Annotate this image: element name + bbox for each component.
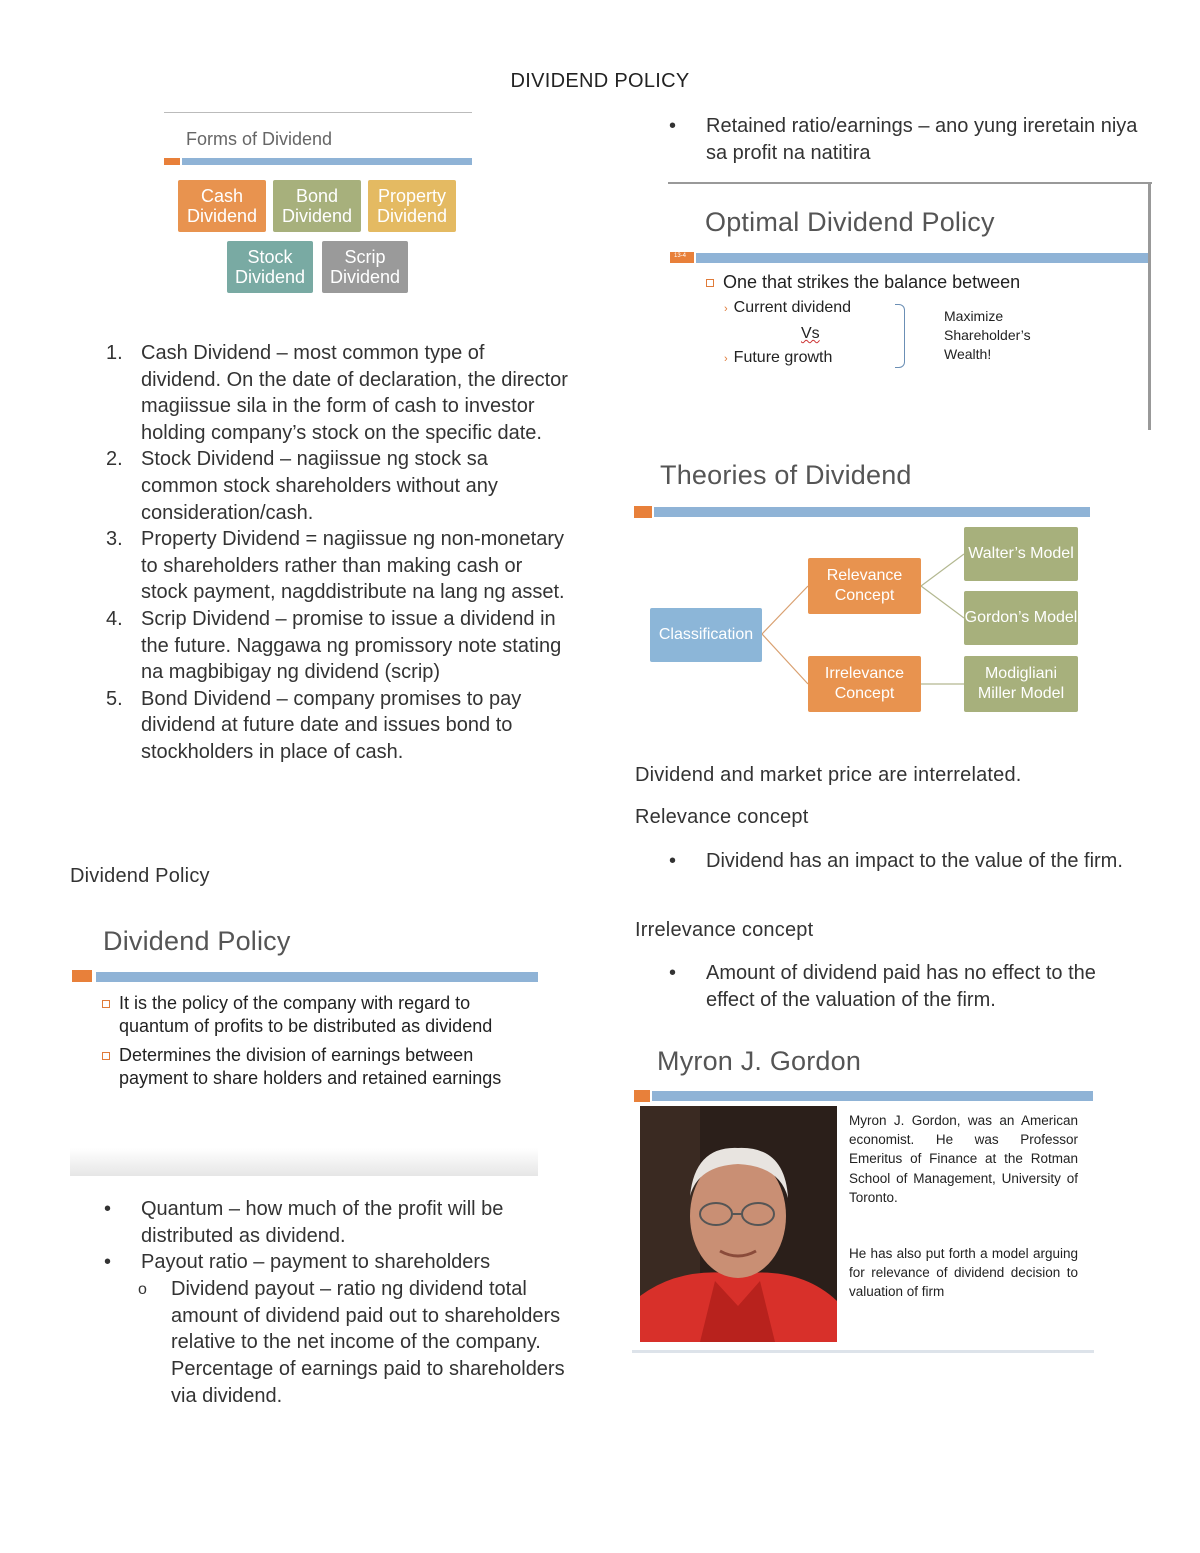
slide-bottom-shade [70,1148,538,1176]
slide-title: Theories of Dividend [660,460,912,490]
list-item: • Quantum – how much of the profit will be distributed as dividend. [100,1196,570,1249]
optimal-dividend-policy-slide [668,182,1152,430]
gordon-bio-1: Myron J. Gordon, was an American economist. He was Professor Emeritus of Finance at the Rotman School of Management, University of Toronto. [849,1113,1078,1205]
relevance-concept-label: Relevance concept [635,806,809,828]
result-text: Maximize Shareholder’s Wealth! [944,308,1031,362]
bond-dividend-box: Bond Dividend [273,180,361,232]
dividend-policy-slide [70,912,538,1176]
gordon-bio-2: He has also put forth a model arguing for relevance of dividend decision to valuation of firm [849,1246,1078,1300]
walters-model-box: Walter’s Model [964,527,1078,581]
property-dividend-box: Property Dividend [368,180,456,232]
title-bar [652,1091,1093,1101]
page-title: DIVIDEND POLICY [510,70,690,92]
sub-list-item: o Dividend payout – ratio ng dividend total amount of dividend paid out to shareholders relative to the net income of the company. Percentage of earnings paid to shareholders via dividend. [100,1276,570,1410]
slide-top-rule [164,112,472,113]
title-bar [696,253,1148,263]
forms-of-dividend-slide [162,110,474,300]
list-item: 2. Stock Dividend – nagiissue ng stock sa common stock shareholders without any consideration/cash. [106,448,498,524]
relevance-concept-box: Relevance Concept [808,558,921,614]
theories-of-dividend-slide [632,452,1094,720]
list-item: • Amount of dividend paid has no effect to the effect of the valuation of the firm. [665,960,1145,1013]
chevron-right-icon: › [724,353,728,365]
bracket-icon [895,304,905,368]
slide-title: Dividend Policy [103,926,291,956]
accent-square [72,970,92,982]
list-item: 5. Bond Dividend – company promises to pay dividend at future date and issues bond to stockholders in place of cash. [106,687,522,763]
list-item: 3. Property Dividend = nagiissue ng non-monetary to shareholders rather than making cash or stock payment, nagddistribute na lang ng asset. [106,528,565,604]
modigliani-miller-model-box: Modigliani Miller Model [964,656,1078,712]
irrelevance-concept-label: Irrelevance concept [635,919,814,941]
forms-list [100,340,570,766]
list-item: • Payout ratio – payment to shareholders o Dividend payout – ratio ng dividend total amount of dividend paid out to shareholders relative to the net income of the company. Percentage of earnings paid to shareholders via dividend. [100,1249,570,1410]
interrelated-text: Dividend and market price are interrelated. [635,764,1022,786]
irrelevance-bullet [665,960,1145,1013]
chevron-right-icon: › [724,303,728,315]
retained-ratio-bullet [665,113,1145,166]
accent-square [634,1090,650,1102]
stock-dividend-box: Stock Dividend [227,241,313,293]
slide-bullet: It is the policy of the company with regard to quantum of profits to be distributed as dividend [100,992,537,1038]
sub-list [100,1276,570,1410]
title-bar [182,158,472,165]
list-item: 4. Scrip Dividend – promise to issue a dividend in the future. Naggawa ng promissory note stating na magbibigay ng dividend (scrip) [106,607,562,684]
scrip-dividend-box: Scrip Dividend [322,241,408,293]
list-item: • Dividend has an impact to the value of the firm. [665,848,1145,875]
accent-square [164,158,180,165]
slide-frame-right [1148,182,1151,430]
versus-label: Vs [801,325,820,342]
cash-dividend-box: Cash Dividend [178,180,266,232]
slide-bottom-rule [632,1350,1094,1353]
slide-title: Myron J. Gordon [657,1046,862,1076]
policy-bullets [100,1196,570,1410]
slide-number-tag: 13-4 [670,252,694,263]
classification-box: Classification [650,608,762,662]
relevance-bullet [665,848,1145,875]
myron-gordon-slide [632,1040,1094,1356]
current-dividend-item: › Current dividend [724,299,852,316]
slide-title: Optimal Dividend Policy [705,207,995,237]
title-bar [96,972,538,982]
slide-title: Forms of Dividend [186,129,333,149]
gordons-model-box: Gordon’s Model [964,591,1078,645]
list-item: • Retained ratio/earnings – ano yung ireretain niya sa profit na natitira [665,113,1145,166]
slide-frame-top [668,182,1152,184]
dividend-policy-label: Dividend Policy [70,865,210,887]
irrelevance-concept-box: Irrelevance Concept [808,656,921,712]
list-item: 1. Cash Dividend – most common type of dividend. On the date of declaration, the director magiissue sila in the form of cash to investor holding company’s stock on the specific date. [106,342,568,444]
future-growth-item: › Future growth [724,349,833,366]
slide-bullet: Determines the division of earnings between payment to share holders and retained earnings [100,1044,519,1090]
slide-bullet: One that strikes the balance between [704,271,1143,294]
portrait-photo [640,1106,837,1342]
